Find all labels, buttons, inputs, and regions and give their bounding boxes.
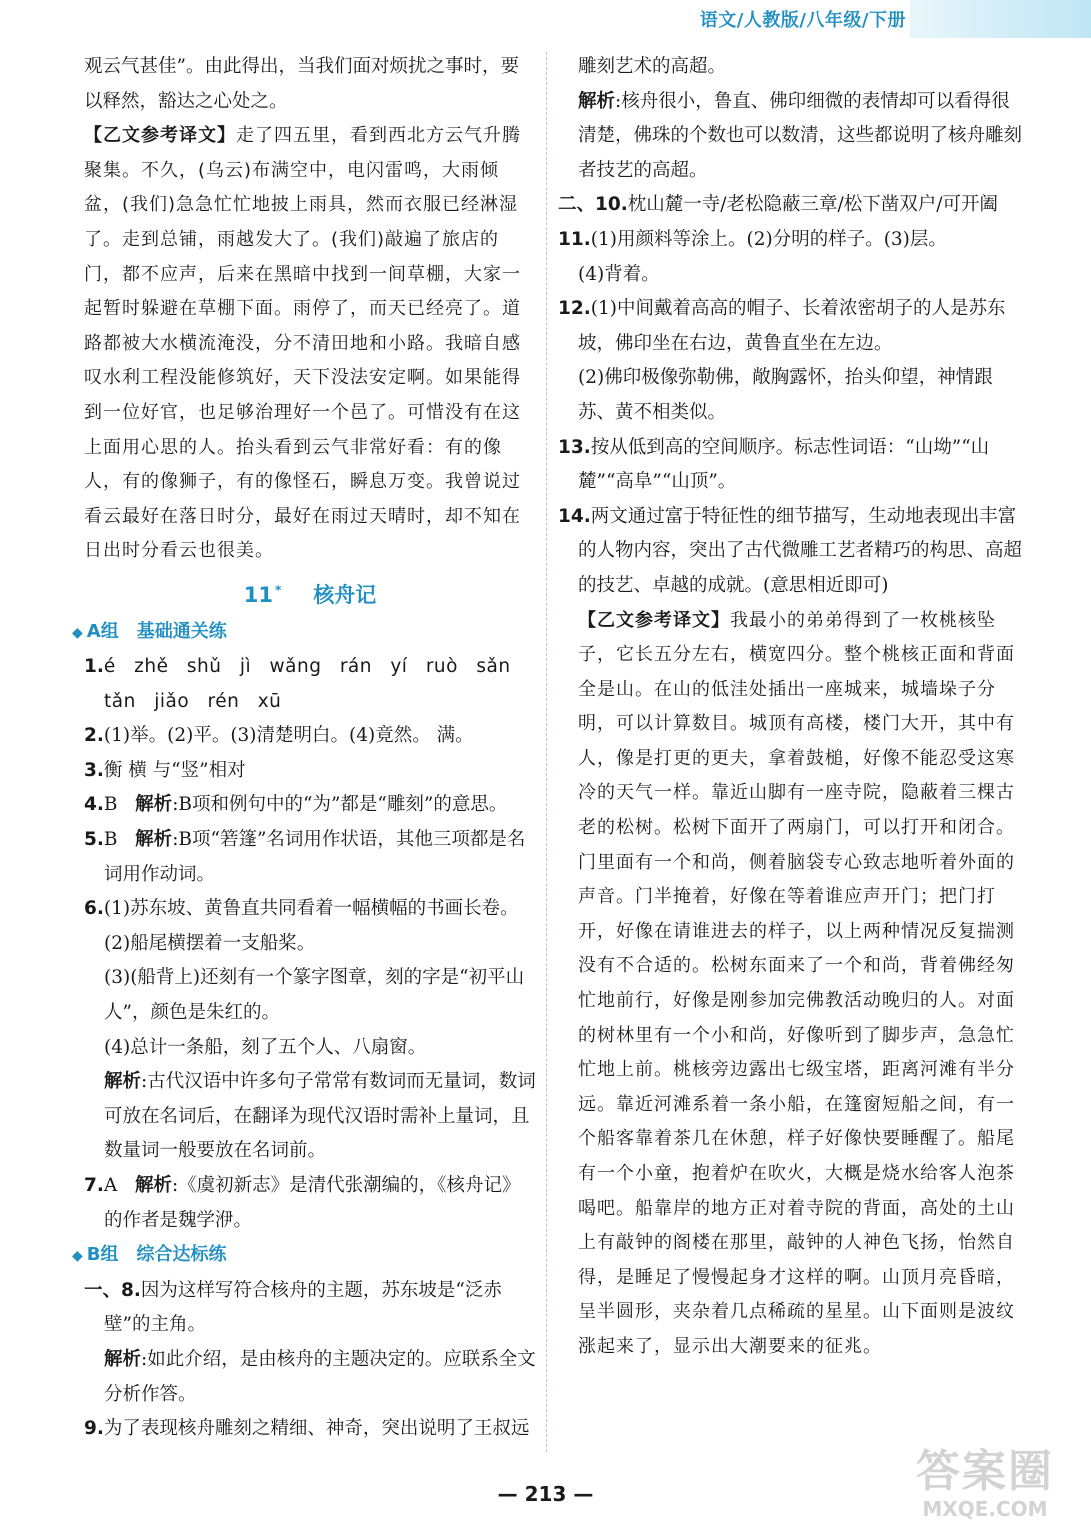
continued-text: 观云气甚佳”。由此得出，当我们面对烦扰之事时，要以释然，豁达之心处之。 [84,56,519,112]
answer-6-part2: (2)船尾横摆着一支船桨。 [104,932,316,954]
diamond-icon: ◆ [72,1248,83,1265]
translation-label: 【乙文参考译文】 [84,125,236,147]
translation-paragraph [84,119,536,569]
answer-1-line2: tǎn jiǎo rén xū [104,690,282,712]
group-b-heading: ◆ B组 综合达标练 [72,1244,227,1266]
answer-9-analysis: 解析:核舟很小，鲁直、佛印细微的表情却可以看得很清楚，佛珠的个数也可以数清，这些都说明了核舟雕刻者技艺的高超。 [578,90,1023,181]
watermark-logo: 答案圈 MXQE.COM [916,1446,1054,1521]
translation-paragraph-2 [558,604,1028,1365]
diamond-icon: ◆ [72,624,83,641]
answer-6-analysis: 解析:古代汉语中许多句子常常有数词而无量词，数词可放在名词后，在翻译为现代汉语时需补上量词，且数量词一般要放在名词前。 [104,1071,536,1162]
right-column [558,50,1028,1365]
answer-9-continued: 雕刻艺术的高超。 [578,56,727,77]
group-a-heading: ◆ A组 基础通关练 [72,620,227,642]
answer-13: 13.按从低到高的空间顺序。标志性词语：“山坳”“山麓”“高阜”“山顶”。 [558,436,990,493]
answer-10: 二、10.枕山麓一寺/老松隐蔽三章/松下凿双户/可开阖 [558,194,998,216]
answer-12-part2: (2)佛印极像弥勒佛，敞胸露怀，抬头仰望，神情跟苏、黄不相类似。 [578,367,993,423]
section-title [84,573,536,613]
answer-6: 6.(1)苏东坡、黄鲁直共同看着一幅横幅的书画长卷。 [84,898,519,920]
answer-3: 3.衡 横 与“竖”相对 [84,759,246,781]
header-band [910,0,1091,38]
answer-6-part4: (4)总计一条船，刻了五个人、八扇窗。 [104,1036,427,1058]
translation-text: 走了四五里，看到西北方云气升腾聚集。不久，(乌云)布满空中，电闪雷鸣，大雨倾盆，(我们)急急忙忙地披上雨具，然而衣服已经淋湿了。走到总铺，雨越发大了。(我们)敲遍了旅店的门，都不应声，后来在黑暗中找到一间草棚，大家一起暂时躲避在草棚下面。雨停了，而天已经亮了。道路都被大水横流淹没，分不清田地和小路。我暗自感叹水利工程没能修筑好，天下没法安定啊。如果能得到一位好官，也足够治理好一个邑了。可惜没有在这上面用心思的人。抬头看到云气非常好看：有的像人，有的像狮子，有的像怪石，瞬息万变。我曾说过看云最好在落日时分，最好在雨过天晴时，却不知在日出时分看云也很美。 [84,125,521,562]
section-number: 11 * [243,582,282,607]
answer-4: 4.B 解析:B项和例句中的“为”都是“雕刻”的意思。 [84,794,508,816]
section-name: 核舟记 [313,582,377,607]
answer-2: 2.(1)举。(2)平。(3)清楚明白。(4)竟然。 满。 [84,725,474,747]
answer-8: 一、8.因为这样写符合核舟的主题，苏东坡是“泛赤壁”的主角。 [84,1279,502,1336]
answer-9: 9.为了表现核舟雕刻之精细、神奇，突出说明了王叔远 [84,1418,530,1440]
translation-text: 我最小的弟弟得到了一枚桃核坠子，它长五分左右，横宽四分。整个桃核正面和背面全是山。在山的低洼处插出一座城来，城墙垛子分明，可以计算数目。城顶有高楼，楼门大开，其中有人，像是打更的更夫，拿着鼓槌，好像不能忍受这寒冷的天气一样。靠近山脚有一座寺院，隐蔽着三棵古老的松树。松树下面开了两扇门，可以打开和闭合。门里面有一个和尚，侧着脑袋专心致志地听着外面的声音。门半掩着，好像在等着谁应声开门；把门打开，好像在请谁进去的样子，以上两种情况反复揣测没有不合适的。松树东面来了一个和尚，背着佛经匆忙地前行，好像是刚参加完佛教活动晚归的人。对面的树林里有一个小和尚，好像听到了脚步声，急急忙忙地上前。桃核旁边露出七级宝塔，距离河滩有半分远。靠近河滩系着一条小船，在篷窗短船之间，有一个船客靠着茶几在休憩，样子好像快要睡醒了。船尾有一个小童，抱着炉在吹火，大概是烧水给客人泡茶喝吧。船靠岸的地方正对着寺院的背面，高处的土山上有敲钟的阁楼在那里，敲钟的人神色飞扬，怡然自得，是睡足了慢慢起身才这样的啊。山顶月亮昏暗，呈半圆形，夹杂着几点稀疏的星星。山下面则是波纹涨起来了，显示出大潮要来的征兆。 [578,609,1015,1357]
translation-label: 【乙文参考译文】 [578,609,730,631]
answer-8-analysis: 解析:如此介绍，是由核舟的主题决定的。应联系全文分析作答。 [104,1348,536,1405]
running-header: 语文/人教版/八年级/下册 [699,10,906,31]
answer-7: 7.A 解析:《虞初新志》是清代张潮编的，《核舟记》的作者是魏学洢。 [84,1175,521,1231]
answer-5: 5.B 解析:B项“箬篷”名词用作状语，其他三项都是名词用作动词。 [84,829,526,885]
answer-14: 14.两文通过富于特征性的细节描写，生动地表现出丰富的人物内容，突出了古代微雕工艺者精巧的构思、高超的技艺、卓越的成就。(意思相近即可) [558,505,1023,596]
answer-6-part3: (3)(船背上)还刻有一个篆字图章，刻的字是“初平山人”，颜色是朱红的。 [104,967,525,1024]
left-column [72,50,536,1447]
page-number: — 213 — [497,1482,594,1506]
answer-12: 12.(1)中间戴着高高的帽子、长着浓密胡子的人是苏东坡，佛印坐在右边，黄鲁直坐在左边。 [558,298,1006,354]
column-divider [546,52,547,1452]
answer-11: 11.(1)用颜料等涂上。(2)分明的样子。(3)层。 [558,228,947,250]
answer-1: 1.é zhě shǔ jì wǎng rán yí ruò sǎn [84,656,511,678]
answer-11-part4: (4)背着。 [578,263,660,285]
